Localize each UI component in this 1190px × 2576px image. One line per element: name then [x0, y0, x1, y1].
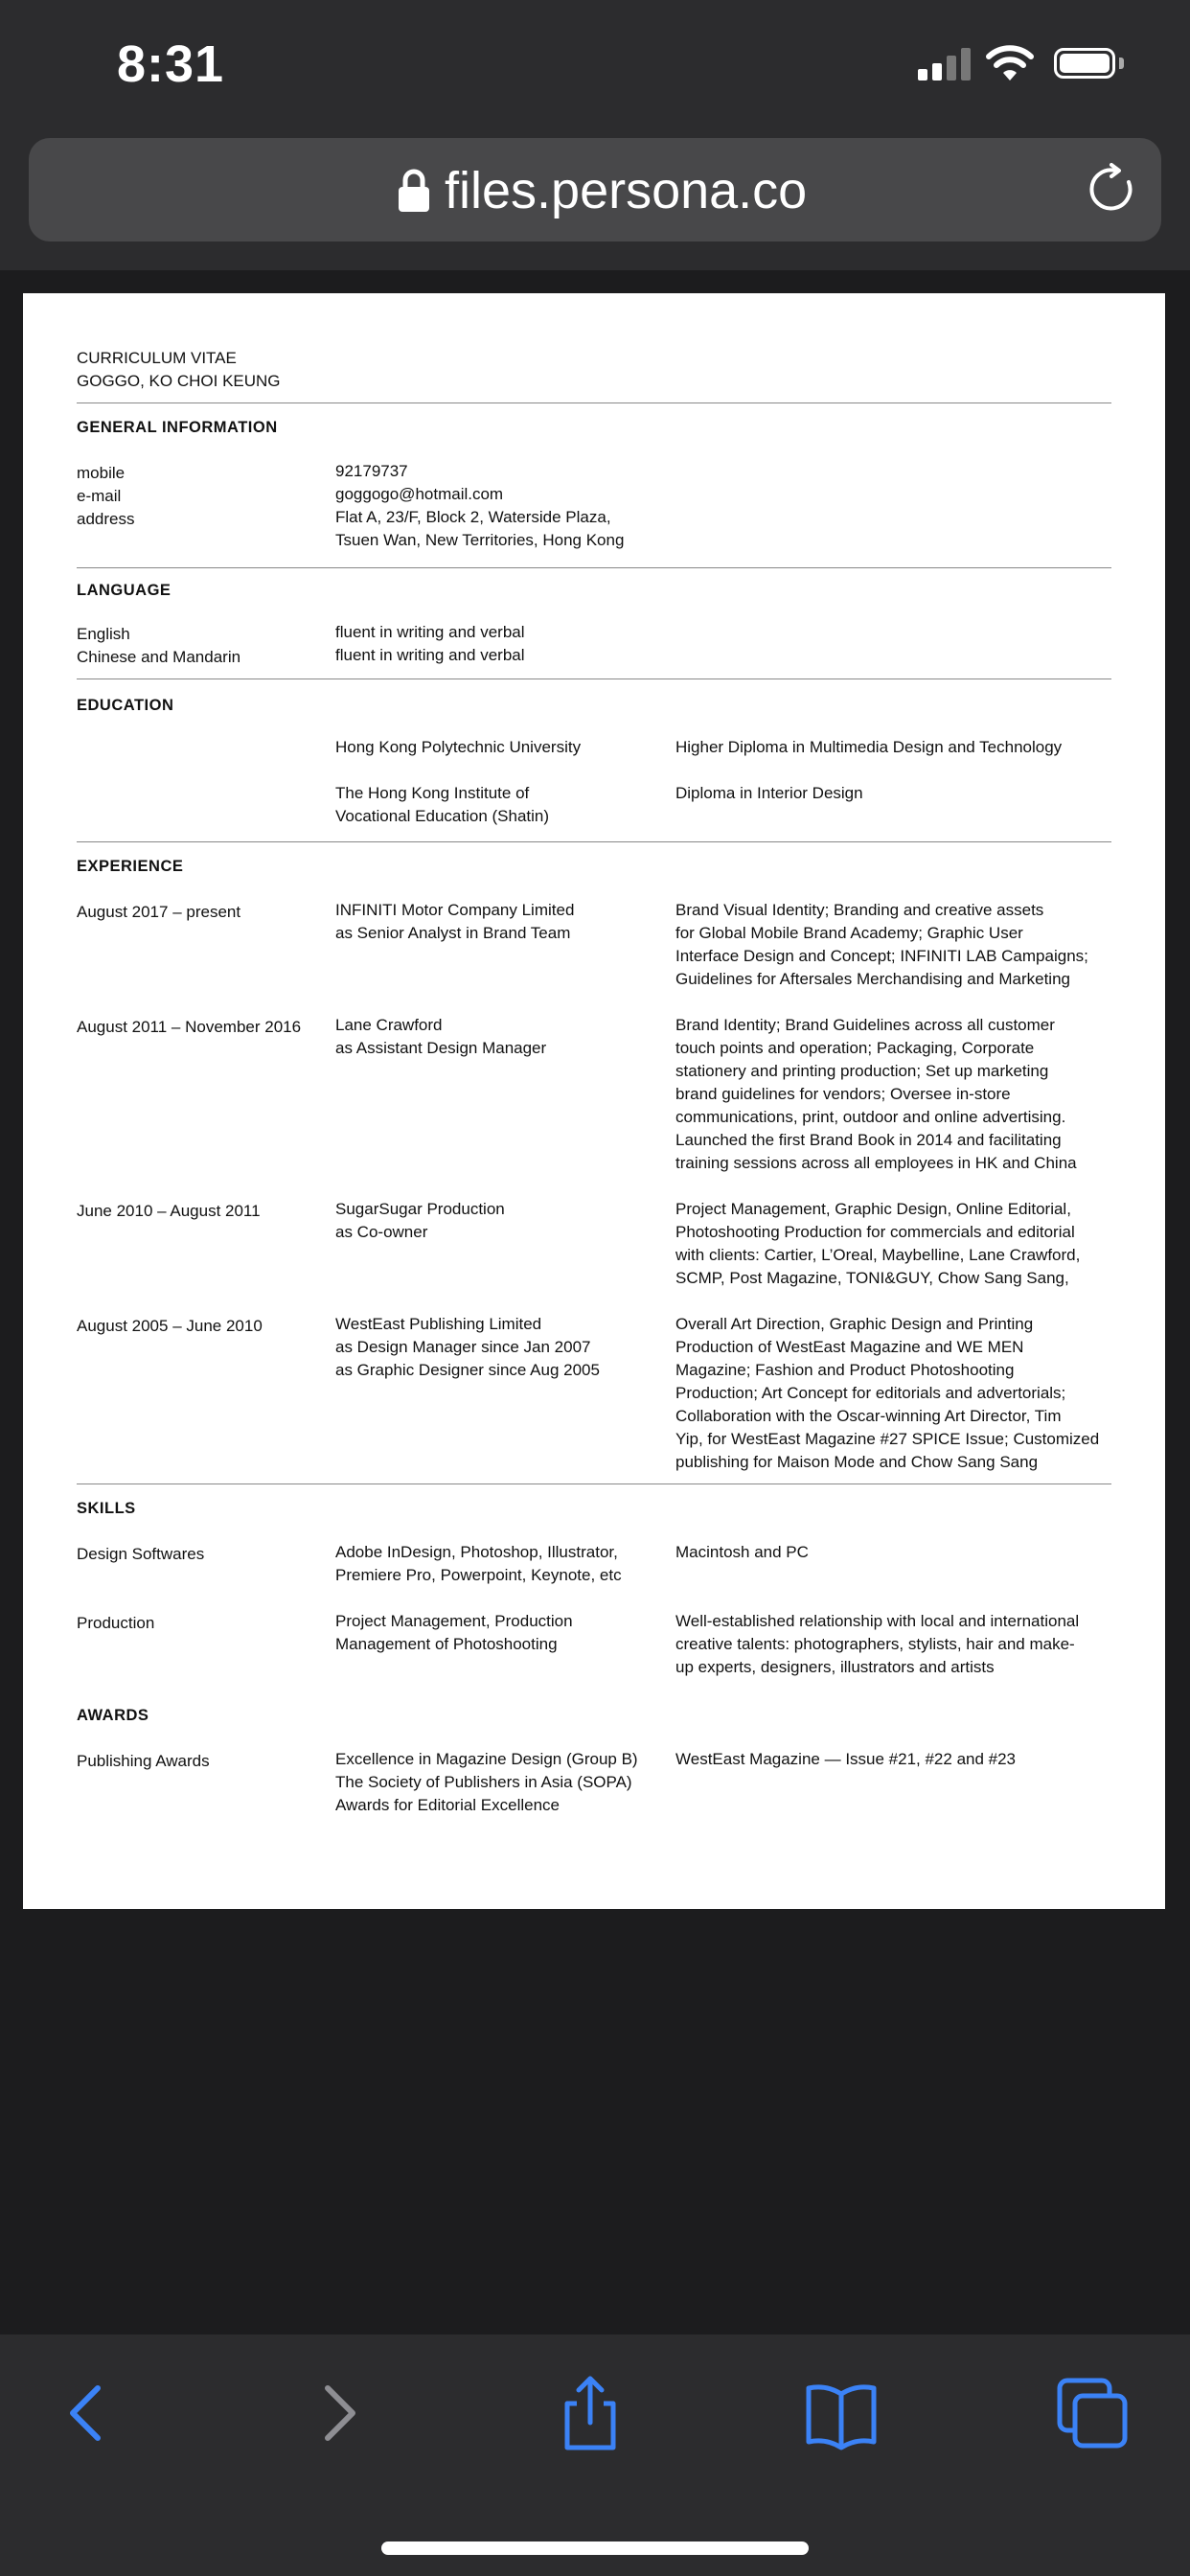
cv-name: GOGGO, KO CHOI KEUNG — [77, 372, 281, 390]
lock-icon — [397, 167, 431, 213]
label-address: address — [77, 510, 135, 528]
experience-description: Project Management, Graphic Design, Online Editorial, Photoshooting Production for commercials and editorial with clients: Cartier, L’Oreal, Maybelline, Lane Crawford, SCMP, Post Magazine, TONI&GUY, Chow Sang Sang, — [675, 1200, 1081, 1287]
experience-company: INFINITI Motor Company Limited as Senior Analyst in Brand Team — [335, 901, 575, 942]
back-icon[interactable] — [50, 2375, 126, 2451]
skill-label: Design Softwares — [77, 1545, 205, 1563]
email-value: goggogo@hotmail.com — [335, 485, 504, 503]
skill-detail: Project Management, Production Management of Photoshooting — [335, 1612, 573, 1653]
experience-period: June 2010 – August 2011 — [77, 1202, 261, 1220]
language-name: Chinese and Mandarin — [77, 648, 241, 666]
battery-icon — [1054, 48, 1115, 79]
section-heading-general: GENERAL INFORMATION — [77, 419, 278, 436]
experience-description: Brand Visual Identity; Branding and creative assets for Global Mobile Brand Academy; Graphic User Interface Design and Concept; INFINITI LAB Campaigns; Guidelines for Aftersales Merchandising and Marketing — [675, 901, 1088, 988]
section-heading-skills: SKILLS — [77, 1500, 136, 1517]
experience-company: SugarSugar Production as Co-owner — [335, 1200, 505, 1241]
section-heading-education: EDUCATION — [77, 697, 174, 714]
status-time: 8:31 — [117, 35, 225, 93]
cv-title: CURRICULUM VITAE — [77, 349, 237, 367]
experience-company: Lane Crawford as Assistant Design Manager — [335, 1016, 547, 1057]
cellular-signal-icon — [918, 48, 972, 80]
bookmarks-icon[interactable] — [803, 2375, 880, 2451]
award-label: Publishing Awards — [77, 1752, 210, 1770]
mobile-value: 92179737 — [335, 462, 408, 480]
cv-document — [23, 293, 1165, 1909]
section-heading-experience: EXPERIENCE — [77, 858, 184, 875]
experience-period: August 2005 – June 2010 — [77, 1317, 263, 1335]
skill-detail: Adobe InDesign, Photoshop, Illustrator, Premiere Pro, Powerpoint, Keynote, etc — [335, 1543, 622, 1584]
skill-extra: Well-established relationship with local and international creative talents: photographers, stylists, hair and make- up experts, designers, illustrators and artists — [675, 1612, 1080, 1676]
language-name: English — [77, 625, 130, 643]
home-indicator — [381, 2542, 809, 2555]
education-degree: Higher Diploma in Multimedia Design and Technology — [675, 738, 1063, 756]
browser-address-area — [0, 134, 1190, 270]
section-heading-language: LANGUAGE — [77, 582, 172, 599]
experience-company: WestEast Publishing Limited as Design Manager since Jan 2007 as Graphic Designer since Aug 2005 — [335, 1315, 600, 1379]
skill-label: Production — [77, 1614, 155, 1632]
address-value: Flat A, 23/F, Block 2, Waterside Plaza, Tsuen Wan, New Territories, Hong Kong — [335, 508, 625, 549]
label-mobile: mobile — [77, 464, 126, 482]
browser-toolbar — [0, 2334, 1190, 2576]
language-level: fluent in writing and verbal — [335, 623, 525, 641]
section-heading-awards: AWARDS — [77, 1707, 149, 1724]
language-level: fluent in writing and verbal — [335, 646, 525, 664]
divider — [77, 402, 1111, 403]
tabs-icon[interactable] — [1054, 2375, 1131, 2451]
experience-description: Overall Art Direction, Graphic Design and Printing Production of WestEast Magazine and WE MEN Magazine; Fashion and Product Photoshooting Production; Art Concept for editorials and advertorials; Collaboration with the Oscar-winning Art Director, Tim Yip, for WestEast Magazine #27 SPICE Issue; Customized publishing for Maison Mode and Chow Sang Sang — [675, 1315, 1100, 1471]
status-bar — [0, 0, 1190, 134]
education-degree: Diploma in Interior Design — [675, 784, 863, 802]
skill-extra: Macintosh and PC — [675, 1543, 809, 1561]
award-detail: Excellence in Magazine Design (Group B) The Society of Publishers in Asia (SOPA) Awards for Editorial Excellence — [335, 1750, 638, 1814]
forward-icon[interactable] — [299, 2375, 376, 2451]
label-email: e-mail — [77, 487, 122, 505]
award-extra: WestEast Magazine — Issue #21, #22 and #23 — [675, 1750, 1017, 1768]
education-school: The Hong Kong Institute of Vocational Education (Shatin) — [335, 784, 550, 825]
experience-period: August 2011 – November 2016 — [77, 1018, 302, 1036]
url-text: files.persona.co — [445, 162, 808, 219]
experience-period: August 2017 – present — [77, 903, 241, 921]
divider — [77, 678, 1111, 679]
share-icon[interactable] — [552, 2375, 629, 2451]
reload-icon[interactable] — [1087, 163, 1140, 217]
divider — [77, 841, 1111, 842]
experience-description: Brand Identity; Brand Guidelines across all customer touch points and operation; Packaging, Corporate stationery and printing production; Set up marketing brand guidelines for vendors; Oversee in-store communications, print, outdoor and online advertising. Launched the first Brand Book in 2014 and facilitating training sessions across all employees in HK and China — [675, 1016, 1077, 1172]
battery-nub — [1119, 58, 1124, 69]
education-school: Hong Kong Polytechnic University — [335, 738, 582, 756]
divider — [77, 567, 1111, 568]
address-bar[interactable] — [29, 138, 1161, 242]
wifi-icon — [985, 44, 1035, 82]
